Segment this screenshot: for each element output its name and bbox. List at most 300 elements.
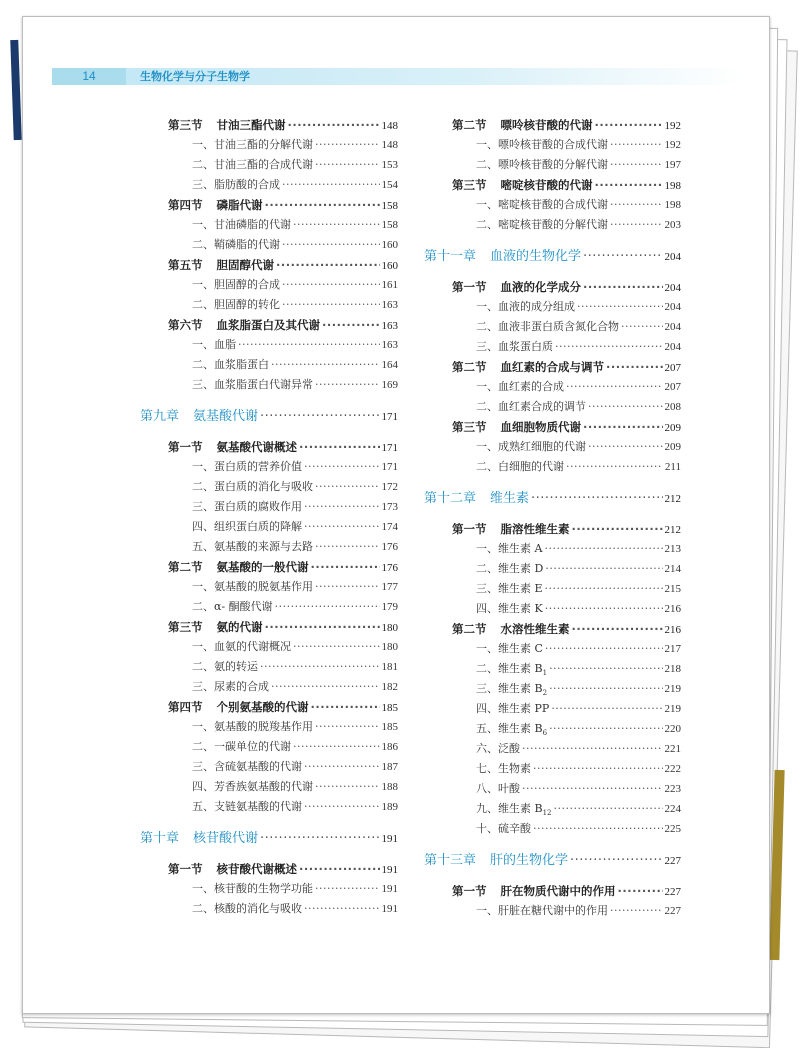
toc-subsection-entry <box>476 579 681 599</box>
toc-leader-dots <box>265 617 380 637</box>
toc-leader-dots <box>549 659 662 679</box>
toc-page-number: 169 <box>381 379 398 391</box>
toc-leader-dots <box>276 255 380 275</box>
toc-page-number: 158 <box>381 219 398 231</box>
toc-entry-title: 六、泛酸 <box>476 742 520 755</box>
toc-entry-title: 八、叶酸 <box>476 782 520 795</box>
toc-section-entry <box>168 859 398 879</box>
toc-entry-title: 一、嘌呤核苷酸的合成代谢 <box>476 138 608 151</box>
toc-entry-title: 三、蛋白质的腐败作用 <box>192 500 302 513</box>
toc-page-number: 191 <box>381 883 398 895</box>
toc-leader-dots <box>588 397 663 417</box>
toc-entry-number: 第二节 <box>452 118 487 132</box>
toc-subsection-entry <box>192 597 398 617</box>
toc-page-number: 227 <box>664 905 681 917</box>
toc-entry-number: 第五节 <box>168 258 203 272</box>
toc-subsection-entry <box>476 639 681 659</box>
toc-subsection-entry <box>476 437 681 457</box>
toc-subsection-entry <box>476 799 681 819</box>
toc-leader-dots <box>288 115 380 135</box>
toc-page-number: 182 <box>381 681 398 693</box>
toc-leader-dots <box>545 559 662 579</box>
toc-leader-dots <box>271 355 380 375</box>
toc-entry-title: 二、核酸的消化与吸收 <box>192 902 302 915</box>
toc-entry-title: 胆固醇代谢 <box>216 258 274 272</box>
toc-leader-dots <box>315 135 380 155</box>
toc-subsection-entry <box>476 337 681 357</box>
toc-entry-title: 嘌呤核苷酸的代谢 <box>500 118 593 132</box>
toc-subsection-entry <box>476 215 681 235</box>
toc-entry-title: 一、蛋白质的营养价值 <box>192 460 302 473</box>
toc-page-number: 163 <box>381 320 398 332</box>
toc-entry-title: 血液的生物化学 <box>490 249 582 264</box>
toc-subsection-entry <box>192 517 398 537</box>
toc-entry-title: 一、核苷酸的生物学功能 <box>192 882 313 895</box>
toc-leader-dots <box>595 115 663 135</box>
running-title: 生物化学与分子生物学 <box>140 70 250 83</box>
toc-page-number: 203 <box>664 219 681 231</box>
toc-subsection-entry <box>476 559 681 579</box>
toc-leader-dots <box>304 457 380 477</box>
toc-page-number: 153 <box>381 159 398 171</box>
toc-subsection-entry <box>476 739 681 759</box>
toc-entry-title: 一、肝脏在糖代谢中的作用 <box>476 904 608 917</box>
toc-entry-number: 第十三章 <box>424 853 477 868</box>
toc-subsection-entry <box>192 737 398 757</box>
toc-entry-title: 二、鞘磷脂的代谢 <box>192 238 280 251</box>
toc-entry-title: 肝的生物化学 <box>490 853 569 868</box>
toc-page-number: 207 <box>664 362 681 374</box>
toc-entry-title: 二、血液非蛋白质含氮化合物 <box>476 320 619 333</box>
toc-subsection-entry <box>192 677 398 697</box>
toc-page-number: 158 <box>381 200 398 212</box>
toc-entry-subscript: 6 <box>542 729 548 738</box>
toc-leader-dots <box>315 777 380 797</box>
toc-page-number: 180 <box>381 622 398 634</box>
toc-entry-number: 第三节 <box>452 178 487 192</box>
toc-leader-dots <box>260 657 380 677</box>
toc-leader-dots <box>588 437 663 457</box>
toc-leader-dots <box>304 497 380 517</box>
toc-leader-dots <box>315 879 380 899</box>
toc-page-number: 148 <box>381 139 398 151</box>
toc-page-number: 187 <box>381 761 398 773</box>
toc-page-number: 163 <box>381 339 398 351</box>
toc-page-number: 204 <box>664 282 681 294</box>
toc-leader-dots <box>570 851 662 871</box>
toc-leader-dots <box>583 417 663 437</box>
toc-subsection-entry <box>192 355 398 375</box>
toc-entry-number: 第二节 <box>452 360 487 374</box>
toc-entry-subscript: 1 <box>542 669 548 678</box>
toc-entry-number: 第三节 <box>168 620 203 634</box>
toc-entry-title: 二、α- 酮酸代谢 <box>192 600 273 613</box>
toc-page-number: 227 <box>664 855 681 867</box>
toc-page-number: 220 <box>664 723 681 735</box>
toc-page-number: 225 <box>664 823 681 835</box>
toc-leader-dots <box>555 337 663 357</box>
toc-leader-dots <box>545 599 663 619</box>
toc-page-number: 176 <box>381 562 398 574</box>
toc-chapter-entry <box>424 489 681 509</box>
toc-leader-dots <box>238 335 380 355</box>
toc-subsection-entry <box>476 317 681 337</box>
toc-entry-title: 五、支链氨基酸的代谢 <box>192 800 302 813</box>
toc-subsection-entry <box>476 297 681 317</box>
toc-leader-dots <box>293 737 380 757</box>
toc-subsection-entry <box>476 719 681 739</box>
toc-page-number: 176 <box>381 541 398 553</box>
toc-subsection-entry <box>192 155 398 175</box>
toc-entry-title: 维生素 <box>490 491 530 506</box>
toc-page-number: 211 <box>664 461 681 473</box>
toc-page-number: 207 <box>664 381 681 393</box>
toc-leader-dots <box>282 175 380 195</box>
toc-subsection-entry <box>192 215 398 235</box>
toc-subsection-entry <box>476 195 681 215</box>
toc-leader-dots <box>577 297 663 317</box>
toc-leader-dots <box>533 819 663 839</box>
toc-leader-dots <box>545 579 663 599</box>
toc-entry-title: 二、氨的转运 <box>192 660 258 673</box>
toc-leader-dots <box>531 489 662 509</box>
toc-entry-title: 三、血浆蛋白质 <box>476 340 553 353</box>
toc-page-number: 204 <box>664 251 681 263</box>
toc-leader-dots <box>282 275 380 295</box>
toc-leader-dots <box>271 677 380 697</box>
toc-leader-dots <box>260 407 379 427</box>
toc-entry-title: 血细胞物质代谢 <box>500 420 581 434</box>
toc-page-number: 191 <box>381 864 398 876</box>
toc-page-number: 172 <box>381 481 398 493</box>
toc-subsection-entry <box>476 377 681 397</box>
toc-subsection-entry <box>192 457 398 477</box>
toc-entry-title: 三、维生素 B <box>476 682 543 695</box>
toc-page-number: 227 <box>664 886 681 898</box>
toc-page-number: 185 <box>381 702 398 714</box>
toc-section-entry <box>168 315 398 335</box>
toc-page-number: 209 <box>664 422 681 434</box>
toc-entry-number: 第四节 <box>168 700 203 714</box>
toc-section-entry <box>452 519 681 539</box>
toc-page-number: 161 <box>381 279 398 291</box>
toc-page-number: 198 <box>664 180 681 192</box>
toc-entry-number: 第十章 <box>140 831 180 846</box>
toc-subsection-entry <box>476 659 681 679</box>
toc-entry-subscript: 2 <box>542 689 548 698</box>
toc-subsection-entry <box>476 135 681 155</box>
toc-entry-title: 一、胆固醇的合成 <box>192 278 280 291</box>
toc-entry-title: 嘧啶核苷酸的代谢 <box>500 178 593 192</box>
toc-entry-title: 四、组织蛋白质的降解 <box>192 520 302 533</box>
toc-subsection-entry <box>192 757 398 777</box>
toc-entry-subscript: 12 <box>542 809 552 818</box>
toc-entry-title: 一、嘧啶核苷酸的合成代谢 <box>476 198 608 211</box>
toc-entry-title: 五、氨基酸的来源与去路 <box>192 540 313 553</box>
toc-leader-dots <box>572 619 663 639</box>
toc-leader-dots <box>293 215 380 235</box>
toc-page-number: 148 <box>381 120 398 132</box>
toc-page-number: 198 <box>664 199 681 211</box>
toc-entry-number: 第十二章 <box>424 491 477 506</box>
toc-leader-dots <box>551 699 662 719</box>
toc-entry-title: 血红素的合成与调节 <box>500 360 604 374</box>
toc-entry-title: 一、血红素的合成 <box>476 380 564 393</box>
toc-leader-dots <box>299 437 380 457</box>
toc-entry-title: 二、白细胞的代谢 <box>476 460 564 473</box>
toc-entry-number: 第一节 <box>168 862 203 876</box>
toc-entry-title: 三、尿素的合成 <box>192 680 269 693</box>
toc-leader-dots <box>545 639 663 659</box>
toc-entry-title: 二、胆固醇的转化 <box>192 298 280 311</box>
toc-subsection-entry <box>192 879 398 899</box>
toc-page-number: 197 <box>664 159 681 171</box>
toc-entry-title: 二、甘油三酯的合成代谢 <box>192 158 313 171</box>
toc-leader-dots <box>304 517 380 537</box>
toc-entry-title: 一、血液的成分组成 <box>476 300 575 313</box>
toc-entry-title: 二、维生素 D <box>476 562 544 575</box>
toc-entry-title: 一、氨基酸的脱羧基作用 <box>192 720 313 733</box>
toc-section-entry <box>168 437 398 457</box>
toc-entry-number: 第九章 <box>140 409 180 424</box>
toc-leader-dots <box>621 317 663 337</box>
toc-leader-dots <box>533 759 663 779</box>
toc-section-entry <box>168 557 398 577</box>
toc-section-entry <box>168 195 398 215</box>
toc-section-entry <box>168 697 398 717</box>
toc-entry-title: 四、维生素 K <box>476 602 543 615</box>
toc-page-number: 163 <box>381 299 398 311</box>
toc-page-number: 173 <box>381 501 398 513</box>
toc-page-number: 177 <box>381 581 398 593</box>
toc-entry-title: 一、血氨的代谢概况 <box>192 640 291 653</box>
toc-entry-number: 第一节 <box>452 522 487 536</box>
toc-entry-title: 一、甘油磷脂的代谢 <box>192 218 291 231</box>
toc-leader-dots <box>322 315 380 335</box>
toc-page-number: 219 <box>664 683 681 695</box>
toc-entry-title: 核苷酸代谢 <box>193 831 259 846</box>
toc-page-number: 213 <box>664 543 681 555</box>
toc-page-number: 192 <box>664 120 681 132</box>
toc-subsection-entry <box>192 295 398 315</box>
toc-page-number: 218 <box>664 663 681 675</box>
toc-leader-dots <box>566 377 663 397</box>
toc-entry-number: 第三节 <box>452 420 487 434</box>
toc-page-number: 185 <box>381 721 398 733</box>
toc-page-number: 219 <box>664 703 681 715</box>
toc-subsection-entry <box>192 275 398 295</box>
toc-page-number: 221 <box>664 743 681 755</box>
toc-page-number: 214 <box>664 563 681 575</box>
toc-page-number: 160 <box>381 260 398 272</box>
toc-leader-dots <box>610 215 663 235</box>
toc-page-number: 224 <box>664 803 681 815</box>
toc-chapter-entry <box>424 247 681 267</box>
toc-leader-dots <box>522 779 663 799</box>
toc-leader-dots <box>595 175 663 195</box>
book-spine-edge <box>10 40 21 140</box>
toc-subsection-entry <box>192 797 398 817</box>
toc-subsection-entry <box>192 235 398 255</box>
toc-leader-dots <box>311 557 380 577</box>
toc-page-number: 192 <box>664 139 681 151</box>
toc-leader-dots <box>315 477 380 497</box>
toc-section-entry <box>168 115 398 135</box>
toc-subsection-entry <box>476 779 681 799</box>
toc-page-number: 215 <box>664 583 681 595</box>
toc-subsection-entry <box>476 819 681 839</box>
toc-entry-number: 第十一章 <box>424 249 477 264</box>
toc-subsection-entry <box>192 497 398 517</box>
toc-subsection-entry <box>192 175 398 195</box>
toc-entry-title: 甘油三酯代谢 <box>216 118 286 132</box>
toc-page-number: 171 <box>381 411 398 423</box>
toc-section-entry <box>168 255 398 275</box>
toc-entry-title: 三、维生素 E <box>476 582 543 595</box>
toc-section-entry <box>452 175 681 195</box>
toc-leader-dots <box>304 899 380 919</box>
toc-page-number: 208 <box>664 401 681 413</box>
toc-entry-number: 第六节 <box>168 318 203 332</box>
toc-leader-dots <box>304 797 380 817</box>
toc-section-entry <box>452 277 681 297</box>
toc-leader-dots <box>554 799 663 819</box>
toc-page-number: 204 <box>664 341 681 353</box>
toc-entry-title: 二、蛋白质的消化与吸收 <box>192 480 313 493</box>
toc-section-entry <box>168 617 398 637</box>
toc-leader-dots <box>260 829 379 849</box>
toc-entry-title: 一、血脂 <box>192 338 236 351</box>
toc-page-number: 216 <box>664 603 681 615</box>
toc-section-entry <box>452 619 681 639</box>
toc-leader-dots <box>293 637 380 657</box>
toc-leader-dots <box>282 235 380 255</box>
toc-page-number: 204 <box>664 301 681 313</box>
toc-page-number: 160 <box>381 239 398 251</box>
toc-entry-title: 三、脂肪酸的合成 <box>192 178 280 191</box>
toc-page-number: 223 <box>664 783 681 795</box>
toc-entry-title: 氨基酸的一般代谢 <box>216 560 309 574</box>
toc-leader-dots <box>583 247 662 267</box>
toc-leader-dots <box>282 295 380 315</box>
toc-section-entry <box>452 115 681 135</box>
toc-leader-dots <box>610 901 663 921</box>
toc-subsection-entry <box>476 539 681 559</box>
toc-entry-title: 三、血浆脂蛋白代谢异常 <box>192 378 313 391</box>
toc-leader-dots <box>606 357 663 377</box>
toc-leader-dots <box>610 195 663 215</box>
toc-leader-dots <box>315 155 380 175</box>
toc-entry-title: 三、含硫氨基酸的代谢 <box>192 760 302 773</box>
toc-page-number: 191 <box>381 903 398 915</box>
toc-leader-dots <box>265 195 380 215</box>
toc-section-entry <box>452 357 681 377</box>
toc-subsection-entry <box>476 759 681 779</box>
page-number: 14 <box>52 68 126 85</box>
toc-entry-title: 水溶性维生素 <box>500 622 570 636</box>
toc-leader-dots <box>549 679 662 699</box>
toc-leader-dots <box>304 757 380 777</box>
toc-subsection-entry <box>192 335 398 355</box>
toc-leader-dots <box>275 597 380 617</box>
toc-page-number: 171 <box>381 461 398 473</box>
toc-leader-dots <box>618 881 663 901</box>
toc-subsection-entry <box>476 155 681 175</box>
toc-page-number: 222 <box>664 763 681 775</box>
toc-page-number: 154 <box>381 179 398 191</box>
toc-page-number: 204 <box>664 321 681 333</box>
toc-leader-dots <box>315 537 380 557</box>
toc-page-number: 209 <box>664 441 681 453</box>
toc-page-number: 179 <box>381 601 398 613</box>
toc-subsection-entry <box>192 477 398 497</box>
toc-leader-dots <box>566 457 663 477</box>
toc-page-number: 164 <box>381 359 398 371</box>
toc-chapter-entry <box>140 407 398 427</box>
toc-entry-title: 一、甘油三酯的分解代谢 <box>192 138 313 151</box>
toc-leader-dots <box>610 155 663 175</box>
toc-entry-title: 血液的化学成分 <box>500 280 581 294</box>
toc-chapter-entry <box>140 829 398 849</box>
toc-subsection-entry <box>192 717 398 737</box>
toc-entry-title: 一、氨基酸的脱氨基作用 <box>192 580 313 593</box>
toc-entry-title: 二、一碳单位的代谢 <box>192 740 291 753</box>
toc-page-number: 212 <box>664 524 681 536</box>
toc-page-number: 186 <box>381 741 398 753</box>
toc-page-number: 181 <box>381 661 398 673</box>
toc-page-number: 212 <box>664 493 681 505</box>
toc-subsection-entry <box>476 457 681 477</box>
toc-page-number: 191 <box>381 833 398 845</box>
toc-leader-dots <box>572 519 663 539</box>
toc-entry-title: 七、生物素 <box>476 762 531 775</box>
toc-entry-number: 第一节 <box>452 884 487 898</box>
toc-subsection-entry <box>476 397 681 417</box>
toc-entry-title: 九、维生素 B <box>476 802 543 815</box>
toc-entry-number: 第二节 <box>452 622 487 636</box>
toc-leader-dots <box>549 719 662 739</box>
toc-entry-title: 十、硫辛酸 <box>476 822 531 835</box>
toc-leader-dots <box>299 859 380 879</box>
toc-leader-dots <box>583 277 663 297</box>
toc-entry-title: 核苷酸代谢概述 <box>216 862 297 876</box>
toc-entry-number: 第三节 <box>168 118 203 132</box>
toc-leader-dots <box>544 539 662 559</box>
toc-subsection-entry <box>192 537 398 557</box>
toc-subsection-entry <box>476 699 681 719</box>
toc-entry-title: 一、维生素 A <box>476 542 543 555</box>
toc-entry-number: 第二节 <box>168 560 203 574</box>
toc-entry-title: 一、成熟红细胞的代谢 <box>476 440 586 453</box>
toc-page-number: 171 <box>381 442 398 454</box>
toc-entry-title: 氨基酸代谢 <box>193 409 259 424</box>
toc-entry-title: 二、维生素 B <box>476 662 543 675</box>
toc-leader-dots <box>610 135 663 155</box>
toc-entry-title: 血浆脂蛋白及其代谢 <box>216 318 320 332</box>
toc-entry-number: 第一节 <box>452 280 487 294</box>
toc-subsection-entry <box>476 679 681 699</box>
toc-section-entry <box>452 417 681 437</box>
toc-entry-title: 氨基酸代谢概述 <box>216 440 297 454</box>
toc-subsection-entry <box>192 577 398 597</box>
toc-entry-title: 四、维生素 PP <box>476 702 550 715</box>
toc-subsection-entry <box>192 657 398 677</box>
toc-page-number: 188 <box>381 781 398 793</box>
toc-leader-dots <box>311 697 380 717</box>
toc-subsection-entry <box>192 135 398 155</box>
toc-leader-dots <box>315 577 380 597</box>
toc-subsection-entry <box>192 375 398 395</box>
